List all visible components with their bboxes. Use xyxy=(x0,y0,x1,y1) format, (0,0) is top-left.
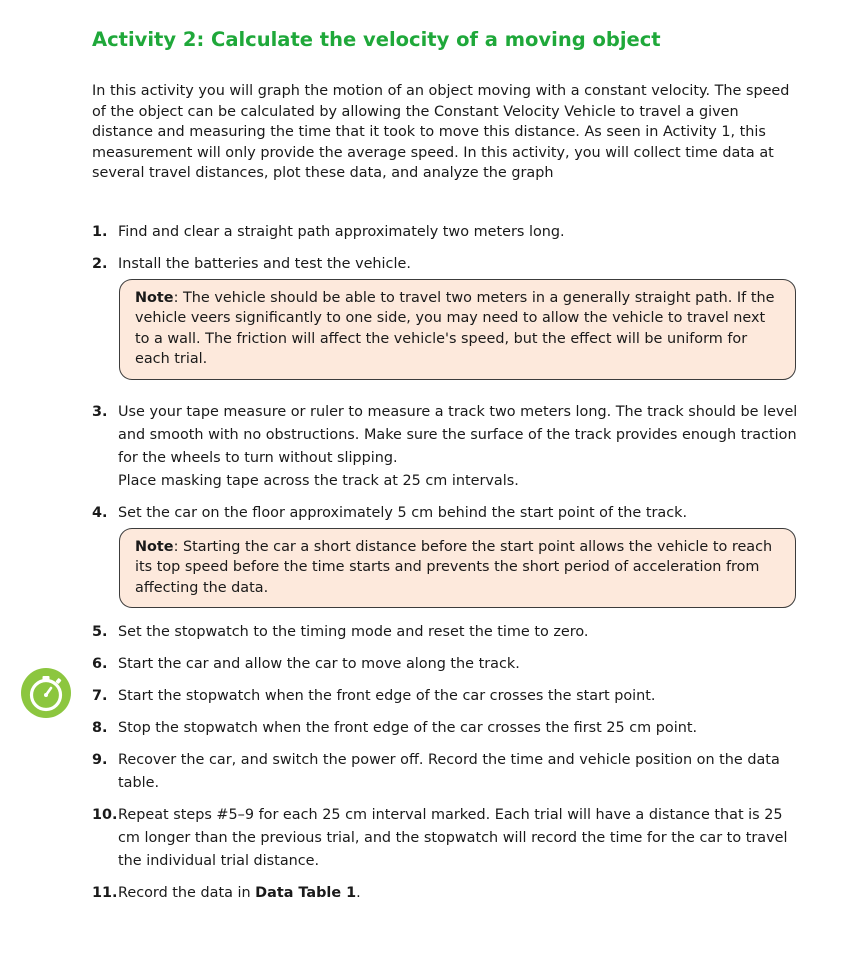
step-text: Install the batteries and test the vehicle. xyxy=(118,256,411,272)
step-text: Start the stopwatch when the front edge of the car crosses the start point. xyxy=(118,688,656,704)
note-label: Note xyxy=(135,539,174,555)
note-box xyxy=(119,279,796,380)
note-text: : The vehicle should be able to travel two meters in a generally straight path. If the vehicle veers significantly to one side, you may need to allow the vehicle to travel next to a wall. The friction will affect the vehicle's speed, but the effect will be uniform for each trial. xyxy=(135,290,775,367)
step-text: Use your tape measure or ruler to measure a track two meters long. The track should be level and smooth with no obstructions. Make sure the surface of the track provides enough traction for the wheels to turn without slipping. xyxy=(118,404,798,466)
step-number: 7. xyxy=(92,688,108,704)
data-table-reference: Data Table 1 xyxy=(255,885,357,901)
note-box xyxy=(119,528,796,608)
step-text-end: . xyxy=(356,885,361,901)
step-text: Repeat steps #5–9 for each 25 cm interval marked. Each trial will have a distance that is 25 cm longer than the previous trial, and the stopwatch will record the time for the car to travel the individual trial distance. xyxy=(118,807,788,869)
step-text-continued: Place masking tape across the track at 25 cm intervals. xyxy=(118,473,519,489)
step-text: Start the car and allow the car to move along the track. xyxy=(118,656,520,672)
step-text-block xyxy=(118,401,808,493)
step-text-lead: Record the data in xyxy=(118,885,256,901)
step-number: 2. xyxy=(92,256,108,272)
step-number: 8. xyxy=(92,720,108,736)
step-number: 4. xyxy=(92,505,108,521)
note-text: : Starting the car a short distance before the start point allows the vehicle to reach its top speed before the time starts and prevents the short period of acceleration from affecting the data. xyxy=(135,539,773,596)
step-text: Set the stopwatch to the timing mode and reset the time to zero. xyxy=(118,624,589,640)
step-text: Find and clear a straight path approximately two meters long. xyxy=(118,224,565,240)
step-number: 5. xyxy=(92,624,108,640)
step-number: 6. xyxy=(92,656,108,672)
activity-title: Activity 2: Calculate the velocity of a moving object xyxy=(92,28,661,51)
step-text: Recover the car, and switch the power off. Record the time and vehicle position on the data table. xyxy=(118,752,780,791)
step-text xyxy=(118,882,808,905)
step-text: Stop the stopwatch when the front edge of the car crosses the first 25 cm point. xyxy=(118,720,698,736)
note-label: Note xyxy=(135,290,174,306)
stopwatch-icon xyxy=(20,667,72,719)
step-text: Set the car on the floor approximately 5 cm behind the start point of the track. xyxy=(118,505,688,521)
step-number: 1. xyxy=(92,224,108,240)
intro-paragraph: In this activity you will graph the motion of an object moving with a constant velocity. The speed of the object can be calculated by allowing the Constant Velocity Vehicle to travel a given distance and measuring the time that it took to move this distance. As seen in Activity 1, this measurement will only provide the average speed. In this activity, you will collect time data at several travel distances, plot these data, and analyze the graph xyxy=(92,83,790,181)
step-number: 10. xyxy=(92,807,118,823)
step-number: 11. xyxy=(92,885,118,901)
step-number: 9. xyxy=(92,752,108,768)
step-number: 3. xyxy=(92,404,108,420)
